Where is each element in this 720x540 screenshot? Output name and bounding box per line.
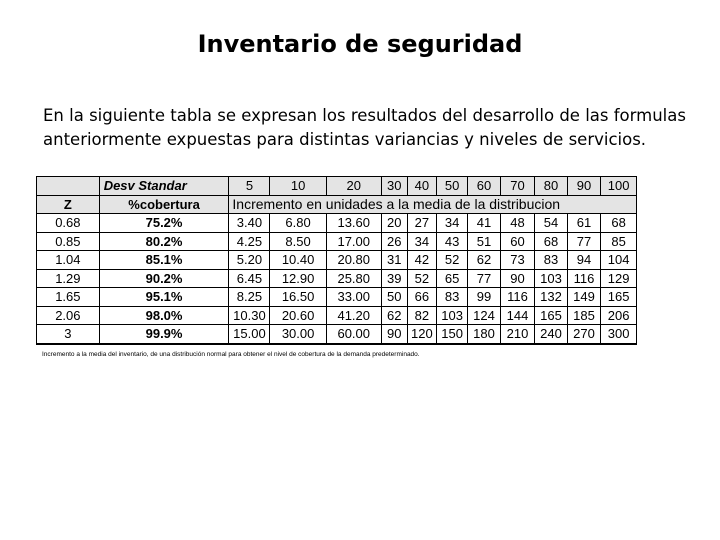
increment-value: 144 (500, 306, 535, 325)
increment-value: 90 (381, 325, 407, 344)
cobertura-value: 90.2% (99, 269, 229, 288)
increment-value: 60.00 (326, 325, 381, 344)
corner-cell (37, 177, 100, 196)
cobertura-value: 85.1% (99, 251, 229, 270)
increment-value: 10.40 (270, 251, 326, 270)
desv-value: 20 (326, 177, 381, 196)
cobertura-value: 75.2% (99, 214, 229, 233)
increment-value: 99 (468, 288, 500, 307)
increment-value: 210 (500, 325, 535, 344)
safety-stock-table (36, 176, 637, 345)
desv-value: 90 (567, 177, 601, 196)
table-row (37, 269, 637, 288)
cobertura-value: 80.2% (99, 232, 229, 251)
z-label: Z (37, 195, 100, 214)
cobertura-label: %cobertura (99, 195, 229, 214)
increment-value: 3.40 (229, 214, 270, 233)
increment-value: 83 (436, 288, 467, 307)
cobertura-value: 98.0% (99, 306, 229, 325)
z-value: 3 (37, 325, 100, 344)
increment-value: 129 (601, 269, 637, 288)
desv-value: 70 (500, 177, 535, 196)
desv-value: 100 (601, 177, 637, 196)
increment-value: 94 (567, 251, 601, 270)
increment-value: 66 (407, 288, 436, 307)
page-title: Inventario de seguridad (197, 30, 523, 58)
table-footnote: Incremento a la media del inventario, de una distribución normal para obtener el nivel de cobertura de la demanda predeterminado. (42, 351, 420, 358)
increment-value: 68 (535, 232, 567, 251)
increment-value: 51 (468, 232, 500, 251)
increment-value: 300 (601, 325, 637, 344)
increment-value: 82 (407, 306, 436, 325)
desv-value: 50 (436, 177, 467, 196)
z-value: 0.68 (37, 214, 100, 233)
increment-value: 42 (407, 251, 436, 270)
increment-value: 116 (567, 269, 601, 288)
increment-value: 31 (381, 251, 407, 270)
increment-value: 103 (436, 306, 467, 325)
increment-value: 52 (407, 269, 436, 288)
increment-value: 27 (407, 214, 436, 233)
table-header-row (37, 177, 637, 196)
cobertura-value: 99.9% (99, 325, 229, 344)
increment-value: 13.60 (326, 214, 381, 233)
increment-value: 17.00 (326, 232, 381, 251)
increment-value: 68 (601, 214, 637, 233)
increment-value: 120 (407, 325, 436, 344)
z-value: 0.85 (37, 232, 100, 251)
increment-value: 180 (468, 325, 500, 344)
increment-value: 12.90 (270, 269, 326, 288)
increment-value: 5.20 (229, 251, 270, 270)
increment-value: 6.45 (229, 269, 270, 288)
desv-value: 5 (229, 177, 270, 196)
increment-value: 85 (601, 232, 637, 251)
increment-value: 270 (567, 325, 601, 344)
increment-value: 124 (468, 306, 500, 325)
table-row (37, 325, 637, 344)
increment-value: 43 (436, 232, 467, 251)
increment-value: 41.20 (326, 306, 381, 325)
increment-label: Incremento en unidades a la media de la distribucion (229, 195, 637, 214)
increment-value: 165 (601, 288, 637, 307)
increment-value: 62 (468, 251, 500, 270)
increment-value: 25.80 (326, 269, 381, 288)
z-value: 2.06 (37, 306, 100, 325)
increment-value: 8.25 (229, 288, 270, 307)
increment-value: 116 (500, 288, 535, 307)
table-row (37, 251, 637, 270)
increment-value: 4.25 (229, 232, 270, 251)
increment-value: 41 (468, 214, 500, 233)
increment-value: 60 (500, 232, 535, 251)
increment-value: 104 (601, 251, 637, 270)
desv-value: 40 (407, 177, 436, 196)
table-row (37, 214, 637, 233)
increment-value: 50 (381, 288, 407, 307)
increment-value: 48 (500, 214, 535, 233)
table-row (37, 232, 637, 251)
increment-value: 65 (436, 269, 467, 288)
desv-value: 10 (270, 177, 326, 196)
increment-value: 103 (535, 269, 567, 288)
increment-value: 8.50 (270, 232, 326, 251)
intro-paragraph: En la siguiente tabla se expresan los resultados del desarrollo de las formulas anteriormente expuestas para distintas variancias y niveles de servicios. (43, 106, 686, 149)
increment-value: 150 (436, 325, 467, 344)
cobertura-value: 95.1% (99, 288, 229, 307)
increment-value: 165 (535, 306, 567, 325)
increment-value: 26 (381, 232, 407, 251)
increment-value: 34 (436, 214, 467, 233)
increment-value: 185 (567, 306, 601, 325)
table-subheader-row (37, 195, 637, 214)
increment-value: 20.60 (270, 306, 326, 325)
increment-value: 73 (500, 251, 535, 270)
increment-value: 34 (407, 232, 436, 251)
z-value: 1.65 (37, 288, 100, 307)
increment-value: 52 (436, 251, 467, 270)
increment-value: 10.30 (229, 306, 270, 325)
increment-value: 206 (601, 306, 637, 325)
increment-value: 83 (535, 251, 567, 270)
increment-value: 39 (381, 269, 407, 288)
desv-value: 60 (468, 177, 500, 196)
z-value: 1.29 (37, 269, 100, 288)
increment-value: 20 (381, 214, 407, 233)
increment-value: 90 (500, 269, 535, 288)
increment-value: 77 (567, 232, 601, 251)
desv-value: 80 (535, 177, 567, 196)
increment-value: 77 (468, 269, 500, 288)
desv-value: 30 (381, 177, 407, 196)
increment-value: 54 (535, 214, 567, 233)
table-row (37, 306, 637, 325)
z-value: 1.04 (37, 251, 100, 270)
increment-value: 20.80 (326, 251, 381, 270)
increment-value: 30.00 (270, 325, 326, 344)
increment-value: 62 (381, 306, 407, 325)
desv-standar-label: Desv Standar (99, 177, 229, 196)
increment-value: 15.00 (229, 325, 270, 344)
increment-value: 6.80 (270, 214, 326, 233)
increment-value: 132 (535, 288, 567, 307)
table-row (37, 288, 637, 307)
increment-value: 149 (567, 288, 601, 307)
increment-value: 61 (567, 214, 601, 233)
increment-value: 33.00 (326, 288, 381, 307)
increment-value: 240 (535, 325, 567, 344)
increment-value: 16.50 (270, 288, 326, 307)
